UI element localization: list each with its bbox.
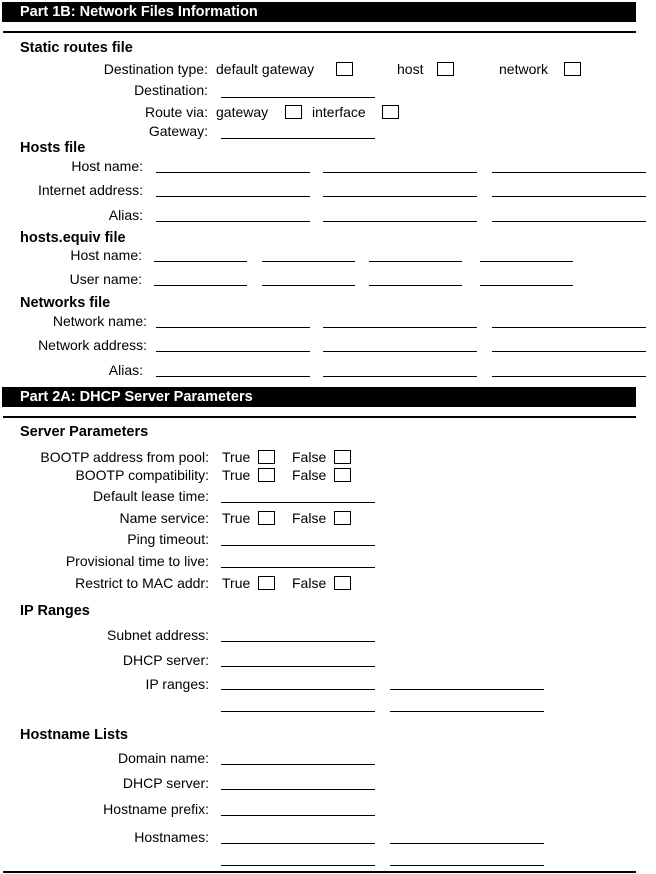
ping-timeout-label: Ping timeout: [127,531,209,547]
network-address-field-1[interactable] [156,351,310,352]
ip-ranges-label: IP ranges: [145,676,209,692]
true-label: True [222,449,251,465]
route-via-label: Route via: [144,104,208,120]
hosts-host-name-field-1[interactable] [156,172,310,173]
network-checkbox[interactable] [564,62,581,76]
name-service-true-checkbox[interactable] [258,511,275,525]
hosts-equiv-heading: hosts.equiv file [20,230,126,246]
section-rule [3,416,636,418]
subnet-address-label: Subnet address: [107,627,209,643]
bootp-address-from-pool-false-checkbox[interactable] [334,450,351,464]
hosts-internet-address-field-1[interactable] [156,196,310,197]
equiv-host-name-label: Host name: [70,247,142,263]
network-alias-field-1[interactable] [156,376,310,377]
route-via-interface-checkbox[interactable] [382,105,399,119]
hosts-alias-field-2[interactable] [323,221,477,222]
equiv-host-name-field-4[interactable] [480,261,573,262]
hosts-internet-address-field-2[interactable] [323,196,477,197]
equiv-host-name-field-2[interactable] [262,261,355,262]
bootp-compatibility-label: BOOTP compatibility: [75,467,209,483]
network-alias-field-3[interactable] [492,376,646,377]
bootp-compatibility-false-checkbox[interactable] [334,468,351,482]
hosts-host-name-field-3[interactable] [492,172,646,173]
domain-name-field[interactable] [221,764,375,765]
route-via-gateway-checkbox[interactable] [285,105,302,119]
part-2a-banner: Part 2A: DHCP Server Parameters [2,387,636,407]
name-service-label: Name service: [119,510,209,526]
option-default-gateway-label: default gateway [216,61,315,77]
false-label: False [292,510,327,526]
hosts-internet-address-label: Internet address: [37,182,143,198]
hosts-file-heading: Hosts file [20,140,86,156]
hostnames-label: Hostnames: [134,829,209,845]
hostname-lists-heading: Hostname Lists [20,727,128,743]
hosts-alias-field-3[interactable] [492,221,646,222]
section-rule [3,31,636,33]
ip-range-field-3[interactable] [221,711,375,712]
hostname-prefix-field[interactable] [221,815,375,816]
network-name-field-1[interactable] [156,327,310,328]
equiv-user-name-field-4[interactable] [480,285,573,286]
hostname-field-1[interactable] [221,843,375,844]
route-via-gateway-label: gateway [216,104,269,120]
restrict-to-mac-addr-true-checkbox[interactable] [258,576,275,590]
gateway-label: Gateway: [148,123,208,139]
false-label: False [292,449,327,465]
hostname-lists-dhcp-server-label: DHCP server: [122,775,209,791]
static-routes-heading: Static routes file [20,40,133,56]
false-label: False [292,575,327,591]
equiv-host-name-field-1[interactable] [154,261,247,262]
true-label: True [222,467,251,483]
gateway-field[interactable] [221,138,375,139]
network-address-label: Network address: [38,337,147,353]
equiv-user-name-field-2[interactable] [262,285,355,286]
network-alias-label: Alias: [108,362,143,378]
hostname-field-3[interactable] [221,865,375,866]
option-network-label: network [499,61,549,77]
hostname-field-2[interactable] [390,843,544,844]
hosts-host-name-label: Host name: [71,158,143,174]
host-checkbox[interactable] [437,62,454,76]
route-via-interface-label: interface [312,104,366,120]
destination-type-label: Destination type: [103,61,208,77]
equiv-user-name-field-1[interactable] [154,285,247,286]
default-lease-time-label: Default lease time: [93,488,209,504]
default-gateway-checkbox[interactable] [336,62,353,76]
default-lease-time-field[interactable] [221,502,375,503]
equiv-user-name-field-3[interactable] [369,285,462,286]
true-label: True [222,575,251,591]
provisional-time-to-live-field[interactable] [221,567,375,568]
domain-name-label: Domain name: [117,750,209,766]
restrict-to-mac-addr-false-checkbox[interactable] [334,576,351,590]
ip-ranges-dhcp-server-field[interactable] [221,666,375,667]
destination-label: Destination: [134,82,208,98]
bootp-address-from-pool-true-checkbox[interactable] [258,450,275,464]
network-address-field-2[interactable] [323,351,477,352]
ip-range-field-1[interactable] [221,689,375,690]
equiv-user-name-label: User name: [69,271,142,287]
option-host-label: host [397,61,424,77]
hostname-field-4[interactable] [390,865,544,866]
network-name-field-3[interactable] [492,327,646,328]
hosts-host-name-field-2[interactable] [323,172,477,173]
bootp-address-from-pool-label: BOOTP address from pool: [40,449,209,465]
hostname-prefix-label: Hostname prefix: [103,801,209,817]
restrict-to-mac-addr-label: Restrict to MAC addr: [75,575,209,591]
true-label: True [222,510,251,526]
hosts-alias-field-1[interactable] [156,221,310,222]
subnet-address-field[interactable] [221,641,375,642]
network-name-field-2[interactable] [323,327,477,328]
network-address-field-3[interactable] [492,351,646,352]
ip-range-field-4[interactable] [390,711,544,712]
hosts-internet-address-field-3[interactable] [492,196,646,197]
name-service-false-checkbox[interactable] [334,511,351,525]
server-parameters-heading: Server Parameters [20,424,149,440]
ip-ranges-heading: IP Ranges [20,603,90,619]
bootp-compatibility-true-checkbox[interactable] [258,468,275,482]
false-label: False [292,467,327,483]
part-1b-banner: Part 1B: Network Files Information [2,2,636,22]
network-name-label: Network name: [52,313,147,329]
hosts-alias-label: Alias: [108,207,143,223]
network-alias-field-2[interactable] [323,376,477,377]
provisional-time-to-live-label: Provisional time to live: [65,553,209,569]
destination-field[interactable] [221,97,375,98]
hostname-lists-dhcp-server-field[interactable] [221,789,375,790]
ip-ranges-dhcp-server-label: DHCP server: [122,652,209,668]
ping-timeout-field[interactable] [221,545,375,546]
equiv-host-name-field-3[interactable] [369,261,462,262]
ip-range-field-2[interactable] [390,689,544,690]
networks-file-heading: Networks file [20,295,111,311]
bottom-rule [3,871,636,873]
